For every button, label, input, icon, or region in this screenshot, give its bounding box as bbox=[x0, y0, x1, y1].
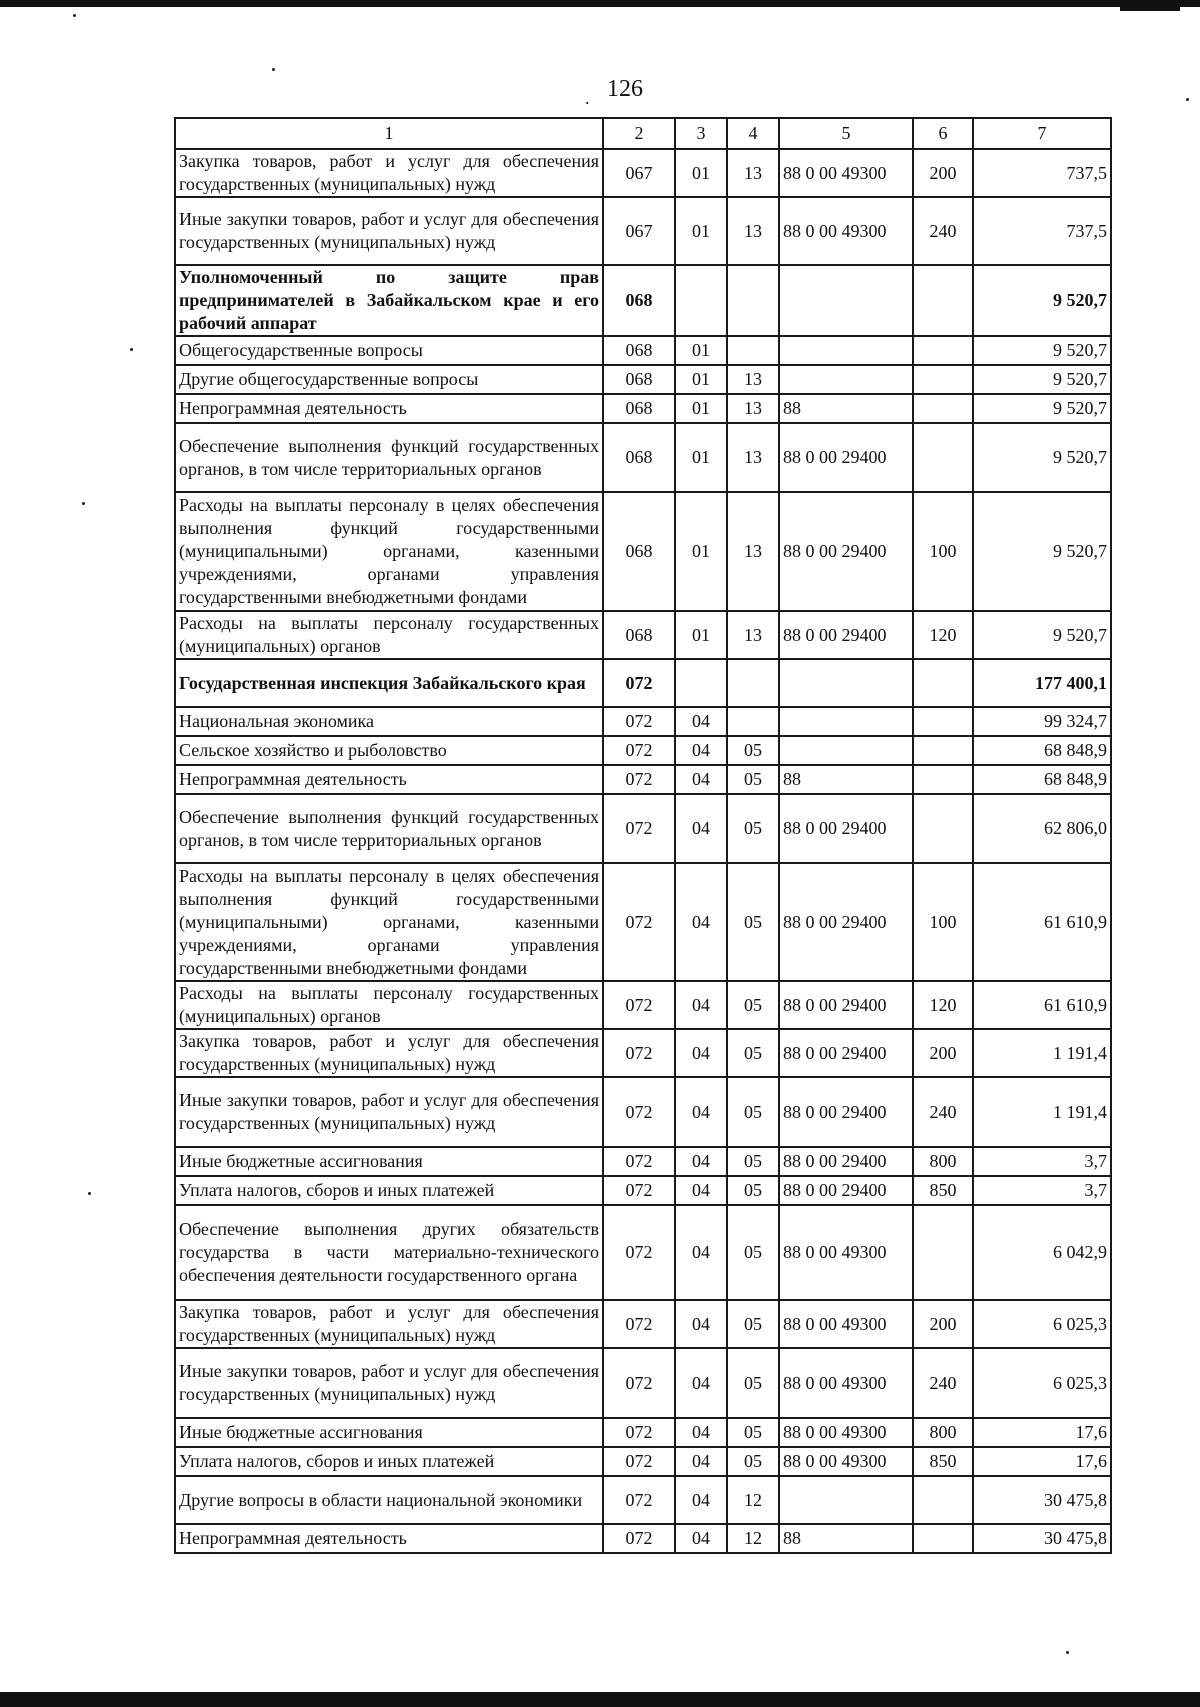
code-section-cell: 01 bbox=[675, 365, 727, 394]
code-expense-cell: 240 bbox=[913, 197, 973, 265]
code-expense-cell: 200 bbox=[913, 1300, 973, 1348]
amount-cell: 68 848,9 bbox=[973, 765, 1111, 794]
code-section-cell: 04 bbox=[675, 736, 727, 765]
code-target-cell: 88 0 00 49300 bbox=[779, 1205, 913, 1300]
code-subsection-cell: 05 bbox=[727, 1147, 779, 1176]
code-gov-cell: 072 bbox=[603, 736, 675, 765]
code-section-cell: 04 bbox=[675, 1476, 727, 1524]
code-target-cell: 88 0 00 29400 bbox=[779, 1147, 913, 1176]
code-subsection-cell: 12 bbox=[727, 1476, 779, 1524]
code-expense-cell: 850 bbox=[913, 1447, 973, 1476]
code-expense-cell: 240 bbox=[913, 1348, 973, 1418]
amount-cell: 68 848,9 bbox=[973, 736, 1111, 765]
code-section-cell: 04 bbox=[675, 1300, 727, 1348]
code-section-cell: 04 bbox=[675, 1029, 727, 1077]
code-subsection-cell: 13 bbox=[727, 365, 779, 394]
row-name-cell: Непрограммная деятельность bbox=[175, 394, 603, 423]
code-gov-cell: 072 bbox=[603, 1418, 675, 1447]
amount-cell: 737,5 bbox=[973, 149, 1111, 197]
code-section-cell: 04 bbox=[675, 1418, 727, 1447]
code-subsection-cell bbox=[727, 659, 779, 707]
code-expense-cell bbox=[913, 394, 973, 423]
table-row bbox=[175, 794, 1111, 863]
code-gov-cell: 068 bbox=[603, 394, 675, 423]
scan-speck bbox=[82, 502, 85, 505]
code-section-cell: 04 bbox=[675, 765, 727, 794]
code-target-cell: 88 0 00 49300 bbox=[779, 1348, 913, 1418]
code-section-cell: 01 bbox=[675, 336, 727, 365]
budget-table bbox=[174, 117, 1112, 1554]
code-gov-cell: 072 bbox=[603, 1476, 675, 1524]
row-name-cell: Иные бюджетные ассигнования bbox=[175, 1418, 603, 1447]
scan-speck bbox=[88, 1192, 91, 1195]
code-subsection-cell: 05 bbox=[727, 1205, 779, 1300]
row-name-cell: Уполномоченный по защите прав предпринимателей в Забайкальском крае и его рабочий аппарат bbox=[175, 265, 603, 336]
amount-cell: 9 520,7 bbox=[973, 611, 1111, 659]
code-gov-cell: 068 bbox=[603, 336, 675, 365]
table-row bbox=[175, 1524, 1111, 1553]
amount-cell: 61 610,9 bbox=[973, 863, 1111, 981]
code-expense-cell bbox=[913, 365, 973, 394]
code-target-cell: 88 0 00 49300 bbox=[779, 1447, 913, 1476]
code-gov-cell: 072 bbox=[603, 1300, 675, 1348]
row-name-cell: Расходы на выплаты персоналу государственных (муниципальных) органов bbox=[175, 611, 603, 659]
code-subsection-cell: 13 bbox=[727, 492, 779, 611]
code-gov-cell: 072 bbox=[603, 981, 675, 1029]
table-row bbox=[175, 336, 1111, 365]
row-name-cell: Другие общегосударственные вопросы bbox=[175, 365, 603, 394]
code-gov-cell: 072 bbox=[603, 863, 675, 981]
code-gov-cell: 068 bbox=[603, 492, 675, 611]
row-name-cell: Другие вопросы в области национальной экономики bbox=[175, 1476, 603, 1524]
code-gov-cell: 072 bbox=[603, 1176, 675, 1205]
code-gov-cell: 072 bbox=[603, 1029, 675, 1077]
amount-cell: 6 025,3 bbox=[973, 1300, 1111, 1348]
amount-cell: 177 400,1 bbox=[973, 659, 1111, 707]
table-row bbox=[175, 1447, 1111, 1476]
code-subsection-cell: 05 bbox=[727, 1077, 779, 1147]
amount-cell: 737,5 bbox=[973, 197, 1111, 265]
code-gov-cell: 072 bbox=[603, 794, 675, 863]
code-expense-cell bbox=[913, 1205, 973, 1300]
code-target-cell: 88 0 00 49300 bbox=[779, 1300, 913, 1348]
code-section-cell: 04 bbox=[675, 707, 727, 736]
code-gov-cell: 072 bbox=[603, 1447, 675, 1476]
scan-top-edge-mark bbox=[1120, 7, 1180, 11]
code-target-cell bbox=[779, 365, 913, 394]
code-gov-cell: 068 bbox=[603, 265, 675, 336]
code-expense-cell bbox=[913, 659, 973, 707]
row-name-cell: Иные закупки товаров, работ и услуг для обеспечения государственных (муниципальных) нужд bbox=[175, 1077, 603, 1147]
amount-cell: 30 475,8 bbox=[973, 1476, 1111, 1524]
code-subsection-cell: 05 bbox=[727, 863, 779, 981]
code-subsection-cell: 05 bbox=[727, 1348, 779, 1418]
code-subsection-cell: 13 bbox=[727, 149, 779, 197]
code-gov-cell: 068 bbox=[603, 423, 675, 492]
table-row bbox=[175, 611, 1111, 659]
row-name-cell: Расходы на выплаты персоналу в целях обеспечения выполнения функций государственными (муниципальными) органами, казенными учреждениями, органами управления государственными внебюджетными фондами bbox=[175, 863, 603, 981]
scan-speck bbox=[130, 348, 133, 351]
amount-cell: 17,6 bbox=[973, 1447, 1111, 1476]
amount-cell: 61 610,9 bbox=[973, 981, 1111, 1029]
code-target-cell: 88 0 00 29400 bbox=[779, 863, 913, 981]
page-number: 126 bbox=[607, 76, 643, 102]
code-expense-cell: 200 bbox=[913, 149, 973, 197]
page-number-dot: . bbox=[585, 88, 590, 108]
code-target-cell: 88 0 00 49300 bbox=[779, 1418, 913, 1447]
scan-bottom-edge bbox=[0, 1692, 1200, 1707]
column-header: 6 bbox=[913, 118, 973, 149]
scan-speck bbox=[1186, 98, 1189, 101]
table-row bbox=[175, 659, 1111, 707]
code-target-cell bbox=[779, 1476, 913, 1524]
code-expense-cell bbox=[913, 765, 973, 794]
code-target-cell: 88 0 00 29400 bbox=[779, 492, 913, 611]
code-gov-cell: 072 bbox=[603, 1205, 675, 1300]
code-target-cell bbox=[779, 736, 913, 765]
code-section-cell: 04 bbox=[675, 1147, 727, 1176]
code-gov-cell: 072 bbox=[603, 707, 675, 736]
table-row bbox=[175, 863, 1111, 981]
code-section-cell: 01 bbox=[675, 149, 727, 197]
code-expense-cell bbox=[913, 423, 973, 492]
table-row bbox=[175, 197, 1111, 265]
table-row bbox=[175, 1147, 1111, 1176]
code-expense-cell: 800 bbox=[913, 1147, 973, 1176]
code-target-cell: 88 0 00 29400 bbox=[779, 611, 913, 659]
table-row bbox=[175, 765, 1111, 794]
column-header: 2 bbox=[603, 118, 675, 149]
code-subsection-cell: 13 bbox=[727, 423, 779, 492]
table-row bbox=[175, 707, 1111, 736]
code-target-cell bbox=[779, 707, 913, 736]
code-target-cell: 88 0 00 29400 bbox=[779, 794, 913, 863]
code-gov-cell: 072 bbox=[603, 1147, 675, 1176]
row-name-cell: Государственная инспекция Забайкальского края bbox=[175, 659, 603, 707]
code-target-cell: 88 bbox=[779, 1524, 913, 1553]
row-name-cell: Закупка товаров, работ и услуг для обеспечения государственных (муниципальных) нужд bbox=[175, 1029, 603, 1077]
code-section-cell: 04 bbox=[675, 1524, 727, 1553]
table-row bbox=[175, 1029, 1111, 1077]
code-expense-cell bbox=[913, 707, 973, 736]
code-section-cell: 04 bbox=[675, 863, 727, 981]
code-section-cell: 01 bbox=[675, 423, 727, 492]
code-section-cell: 04 bbox=[675, 1205, 727, 1300]
scan-speck bbox=[73, 14, 76, 17]
table-row bbox=[175, 1176, 1111, 1205]
row-name-cell: Иные бюджетные ассигнования bbox=[175, 1147, 603, 1176]
table-row bbox=[175, 394, 1111, 423]
scan-speck bbox=[272, 68, 275, 71]
code-gov-cell: 068 bbox=[603, 365, 675, 394]
code-subsection-cell: 13 bbox=[727, 197, 779, 265]
code-section-cell: 04 bbox=[675, 1077, 727, 1147]
amount-cell: 17,6 bbox=[973, 1418, 1111, 1447]
amount-cell: 99 324,7 bbox=[973, 707, 1111, 736]
code-subsection-cell bbox=[727, 707, 779, 736]
column-header: 4 bbox=[727, 118, 779, 149]
code-subsection-cell: 05 bbox=[727, 1029, 779, 1077]
code-target-cell: 88 0 00 29400 bbox=[779, 423, 913, 492]
row-name-cell: Закупка товаров, работ и услуг для обеспечения государственных (муниципальных) нужд bbox=[175, 149, 603, 197]
row-name-cell: Непрограммная деятельность bbox=[175, 1524, 603, 1553]
code-target-cell: 88 0 00 49300 bbox=[779, 197, 913, 265]
table-row bbox=[175, 1418, 1111, 1447]
column-header: 1 bbox=[175, 118, 603, 149]
code-gov-cell: 072 bbox=[603, 1348, 675, 1418]
code-subsection-cell: 05 bbox=[727, 736, 779, 765]
table-row bbox=[175, 1348, 1111, 1418]
amount-cell: 1 191,4 bbox=[973, 1029, 1111, 1077]
code-subsection-cell: 13 bbox=[727, 611, 779, 659]
amount-cell: 9 520,7 bbox=[973, 336, 1111, 365]
table-body bbox=[175, 149, 1111, 1553]
code-expense-cell: 240 bbox=[913, 1077, 973, 1147]
code-gov-cell: 067 bbox=[603, 197, 675, 265]
code-expense-cell: 100 bbox=[913, 863, 973, 981]
code-section-cell: 01 bbox=[675, 197, 727, 265]
table-row bbox=[175, 365, 1111, 394]
amount-cell: 9 520,7 bbox=[973, 265, 1111, 336]
row-name-cell: Непрограммная деятельность bbox=[175, 765, 603, 794]
code-gov-cell: 068 bbox=[603, 611, 675, 659]
code-subsection-cell: 05 bbox=[727, 1176, 779, 1205]
table-row bbox=[175, 265, 1111, 336]
code-subsection-cell: 05 bbox=[727, 765, 779, 794]
code-target-cell: 88 0 00 29400 bbox=[779, 1176, 913, 1205]
table-row bbox=[175, 981, 1111, 1029]
amount-cell: 6 025,3 bbox=[973, 1348, 1111, 1418]
row-name-cell: Обеспечение выполнения других обязательств государства в части материально-технического обеспечения деятельности государственного органа bbox=[175, 1205, 603, 1300]
table-header-row bbox=[175, 118, 1111, 149]
amount-cell: 3,7 bbox=[973, 1147, 1111, 1176]
scan-speck bbox=[1066, 1651, 1069, 1654]
table-row bbox=[175, 492, 1111, 611]
table-row bbox=[175, 423, 1111, 492]
code-expense-cell bbox=[913, 265, 973, 336]
row-name-cell: Закупка товаров, работ и услуг для обеспечения государственных (муниципальных) нужд bbox=[175, 1300, 603, 1348]
code-subsection-cell: 05 bbox=[727, 1300, 779, 1348]
code-section-cell: 04 bbox=[675, 981, 727, 1029]
code-section-cell bbox=[675, 265, 727, 336]
row-name-cell: Обеспечение выполнения функций государственных органов, в том числе территориальных органов bbox=[175, 423, 603, 492]
code-expense-cell: 120 bbox=[913, 611, 973, 659]
code-gov-cell: 072 bbox=[603, 659, 675, 707]
table-row bbox=[175, 736, 1111, 765]
table-row bbox=[175, 1077, 1111, 1147]
code-target-cell: 88 0 00 29400 bbox=[779, 1077, 913, 1147]
code-expense-cell bbox=[913, 1524, 973, 1553]
code-target-cell bbox=[779, 265, 913, 336]
code-subsection-cell: 05 bbox=[727, 1418, 779, 1447]
row-name-cell: Расходы на выплаты персоналу государственных (муниципальных) органов bbox=[175, 981, 603, 1029]
row-name-cell: Уплата налогов, сборов и иных платежей bbox=[175, 1447, 603, 1476]
code-expense-cell bbox=[913, 794, 973, 863]
row-name-cell: Иные закупки товаров, работ и услуг для обеспечения государственных (муниципальных) нужд bbox=[175, 1348, 603, 1418]
row-name-cell: Сельское хозяйство и рыболовство bbox=[175, 736, 603, 765]
code-section-cell: 04 bbox=[675, 1176, 727, 1205]
amount-cell: 30 475,8 bbox=[973, 1524, 1111, 1553]
amount-cell: 6 042,9 bbox=[973, 1205, 1111, 1300]
code-section-cell: 01 bbox=[675, 394, 727, 423]
row-name-cell: Национальная экономика bbox=[175, 707, 603, 736]
code-gov-cell: 067 bbox=[603, 149, 675, 197]
column-header: 5 bbox=[779, 118, 913, 149]
amount-cell: 3,7 bbox=[973, 1176, 1111, 1205]
table-row bbox=[175, 1300, 1111, 1348]
amount-cell: 1 191,4 bbox=[973, 1077, 1111, 1147]
scan-top-edge bbox=[0, 0, 1200, 7]
amount-cell: 9 520,7 bbox=[973, 492, 1111, 611]
code-gov-cell: 072 bbox=[603, 1077, 675, 1147]
code-target-cell: 88 bbox=[779, 765, 913, 794]
code-section-cell: 04 bbox=[675, 794, 727, 863]
code-section-cell bbox=[675, 659, 727, 707]
code-target-cell: 88 0 00 29400 bbox=[779, 1029, 913, 1077]
code-target-cell: 88 bbox=[779, 394, 913, 423]
amount-cell: 62 806,0 bbox=[973, 794, 1111, 863]
code-expense-cell: 850 bbox=[913, 1176, 973, 1205]
row-name-cell: Обеспечение выполнения функций государственных органов, в том числе территориальных органов bbox=[175, 794, 603, 863]
amount-cell: 9 520,7 bbox=[973, 365, 1111, 394]
code-section-cell: 04 bbox=[675, 1348, 727, 1418]
code-expense-cell: 100 bbox=[913, 492, 973, 611]
amount-cell: 9 520,7 bbox=[973, 394, 1111, 423]
row-name-cell: Уплата налогов, сборов и иных платежей bbox=[175, 1176, 603, 1205]
code-gov-cell: 072 bbox=[603, 765, 675, 794]
code-expense-cell: 200 bbox=[913, 1029, 973, 1077]
code-subsection-cell: 05 bbox=[727, 1447, 779, 1476]
column-header: 3 bbox=[675, 118, 727, 149]
code-subsection-cell: 12 bbox=[727, 1524, 779, 1553]
code-subsection-cell: 05 bbox=[727, 794, 779, 863]
code-target-cell bbox=[779, 336, 913, 365]
code-section-cell: 01 bbox=[675, 611, 727, 659]
code-target-cell: 88 0 00 49300 bbox=[779, 149, 913, 197]
column-header: 7 bbox=[973, 118, 1111, 149]
row-name-cell: Иные закупки товаров, работ и услуг для обеспечения государственных (муниципальных) нужд bbox=[175, 197, 603, 265]
code-section-cell: 04 bbox=[675, 1447, 727, 1476]
code-subsection-cell: 13 bbox=[727, 394, 779, 423]
table-row bbox=[175, 1476, 1111, 1524]
amount-cell: 9 520,7 bbox=[973, 423, 1111, 492]
row-name-cell: Общегосударственные вопросы bbox=[175, 336, 603, 365]
table-row bbox=[175, 1205, 1111, 1300]
code-expense-cell bbox=[913, 1476, 973, 1524]
code-expense-cell: 120 bbox=[913, 981, 973, 1029]
code-subsection-cell bbox=[727, 265, 779, 336]
code-target-cell bbox=[779, 659, 913, 707]
code-section-cell: 01 bbox=[675, 492, 727, 611]
table-row bbox=[175, 149, 1111, 197]
code-subsection-cell bbox=[727, 336, 779, 365]
code-gov-cell: 072 bbox=[603, 1524, 675, 1553]
code-expense-cell: 800 bbox=[913, 1418, 973, 1447]
code-target-cell: 88 0 00 29400 bbox=[779, 981, 913, 1029]
row-name-cell: Расходы на выплаты персоналу в целях обеспечения выполнения функций государственными (муниципальными) органами, казенными учреждениями, органами управления государственными внебюджетными фондами bbox=[175, 492, 603, 611]
code-expense-cell bbox=[913, 736, 973, 765]
code-subsection-cell: 05 bbox=[727, 981, 779, 1029]
code-expense-cell bbox=[913, 336, 973, 365]
